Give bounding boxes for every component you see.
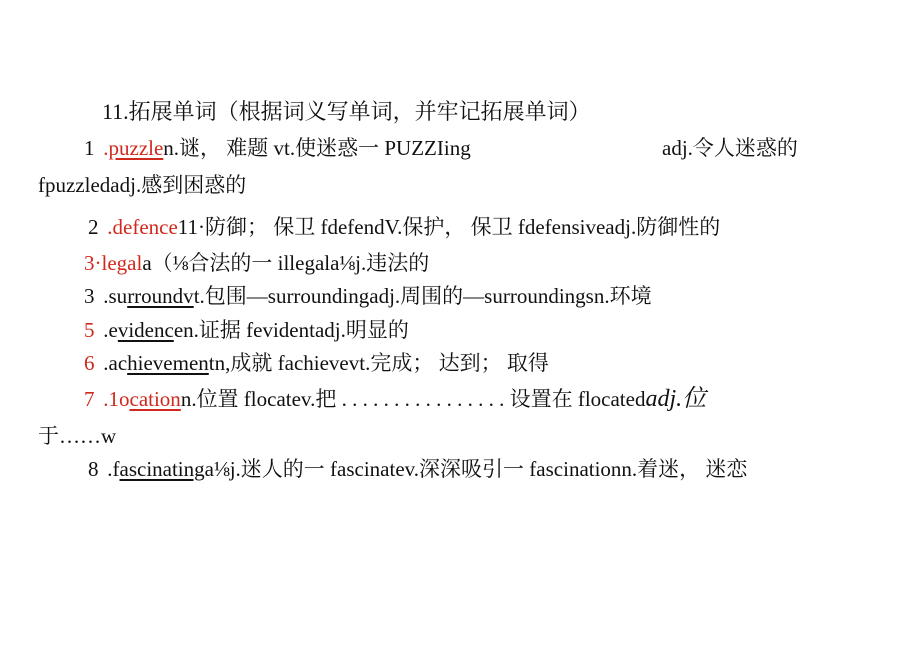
item-5-definition: n.证据 fevidentadj.明显的 (183, 318, 409, 342)
item-7-prefix: .1o (103, 387, 130, 411)
item-6-suffix: t (208, 351, 215, 375)
item-1-definition: n.谜， 难题 vt.使迷惑一 PUZZIing (163, 136, 471, 160)
item-7-continuation: 于……w (38, 424, 117, 448)
item-8-definition: a⅛j.迷人的一 fascinatev.深深吸引一 fascinationn.着迷， 迷恋 (204, 457, 748, 481)
item-5-headword: videnc (117, 318, 174, 342)
item-7-line (84, 386, 706, 412)
item-5-number: 5 (84, 318, 95, 342)
item-4-line (84, 283, 652, 309)
item-1-headword: puzzle (108, 136, 164, 160)
item-7-headword: cation (129, 387, 181, 411)
item-1-number: 1 (84, 136, 95, 160)
item-8-headword: ascinating (119, 457, 205, 481)
item-1-prefix: . (103, 136, 109, 160)
item-8-line (88, 456, 747, 482)
item-1-tail: adj.令人迷惑的 (662, 136, 798, 160)
item-6-number: 6 (84, 351, 95, 375)
item-4-number: 3 (84, 284, 95, 308)
item-6-line (84, 350, 549, 376)
item-6-prefix: .ac (103, 351, 128, 375)
item-6-headword: hievemen (127, 351, 209, 375)
item-1-line (84, 135, 471, 161)
item-8-prefix: .f (107, 457, 120, 481)
item-8-number: 8 (88, 457, 99, 481)
item-3-definition: a（⅛合法的一 illegala⅛j.违法的 (142, 251, 430, 275)
item-4-headword: rroundv (127, 284, 194, 308)
item-5-prefix: .e (103, 318, 118, 342)
item-7-italic-tail: adj.位 (645, 386, 707, 412)
item-2-number: 2 (88, 215, 99, 239)
item-2-headword: .defence (107, 215, 178, 239)
item-3-line (84, 250, 429, 276)
item-6-definition: n,成就 fachievevt.完成； 达到； 取得 (214, 351, 549, 375)
section-title: 11.拓展单词（根据词义写单词，并牢记拓展单词） (102, 99, 591, 124)
item-3-number: 3· (84, 251, 102, 275)
item-5-line (84, 317, 409, 343)
item-2-line (88, 214, 720, 240)
item-1-continuation: fpuzzledadj.感到困惑的 (38, 173, 247, 197)
item-5-suffix: e (173, 318, 184, 342)
item-2-definition: 11·防御； 保卫 fdefendV.保护， 保卫 fdefensiveadj.防御性的 (177, 215, 721, 239)
item-4-definition: t.包围—surroundingadj.周围的—surroundingsn.环境 (193, 284, 652, 308)
item-3-headword: legal (101, 251, 143, 275)
item-7-number: 7 (84, 387, 95, 411)
item-4-prefix: .su (103, 284, 128, 308)
item-7-definition: n.位置 flocatev.把 . . . . . . . . . . . . . . . . 设置在 flocated (180, 387, 646, 411)
